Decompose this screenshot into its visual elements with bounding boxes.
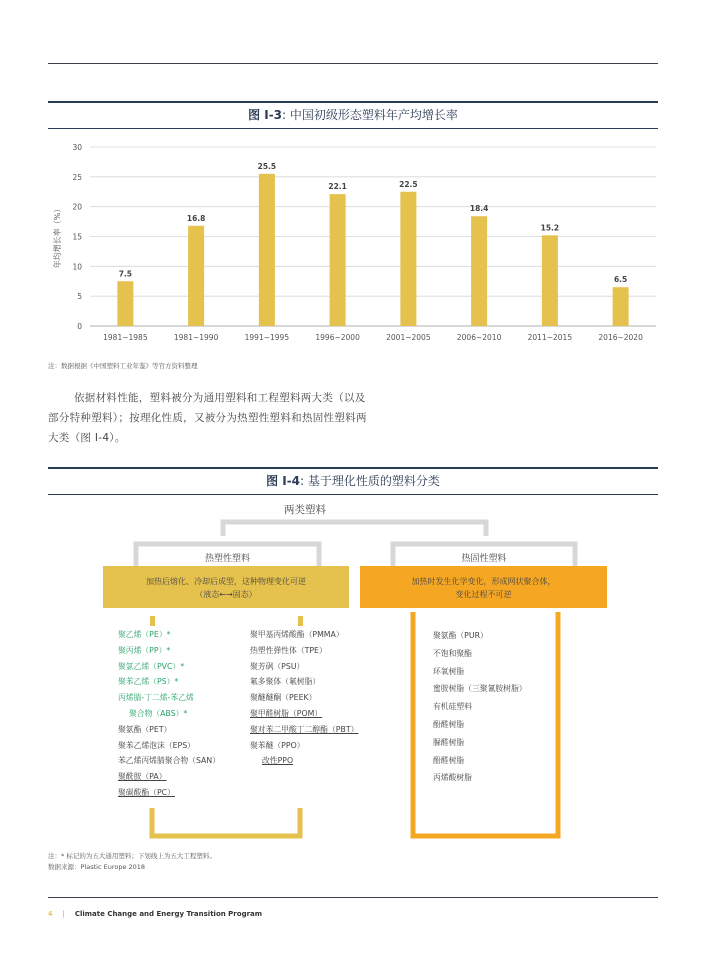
list-item: 苯乙烯丙烯腈聚合物（SAN） — [118, 756, 221, 766]
x-tick-label: 2001~2005 — [386, 333, 431, 342]
x-tick-label: 1981~1990 — [173, 333, 219, 342]
gold-tick-right — [298, 616, 303, 626]
chart-x-ticks — [103, 333, 643, 342]
figure2-colon: : — [300, 474, 308, 488]
y-tick-label: 0 — [77, 322, 82, 331]
bar — [188, 226, 204, 326]
list-item: 有机硅塑料 — [433, 702, 472, 712]
thermoplastic-desc-line2: （液态←→固态） — [195, 590, 257, 599]
list-item: 聚对苯二甲酸丁二醇酯（PBT） — [250, 724, 359, 734]
y-tick-label: 20 — [72, 202, 82, 212]
gold-tick-left — [150, 616, 155, 626]
thermoset-list — [433, 627, 527, 787]
list-item: 聚氯乙烯（PVC）* — [118, 661, 185, 671]
list-item: 丙烯酸树脂 — [433, 773, 472, 783]
figure2-number: 图 I-4 — [266, 474, 301, 488]
figure1-header — [48, 101, 658, 129]
list-item: 酚醛树脂 — [433, 719, 465, 729]
list-item: 聚氨酯（PUR） — [433, 631, 488, 640]
list-item: 环氧树脂 — [433, 666, 465, 676]
list-item: 聚醚醚酮（PEEK） — [250, 693, 317, 703]
list-item: 聚苯乙烯泡沫（EPS） — [118, 740, 195, 750]
list-item: 聚丙烯（PP）* — [118, 645, 171, 655]
x-tick-label: 1996~2000 — [315, 333, 360, 342]
list-item: 聚碳酸酯（PC） — [118, 787, 175, 797]
chart-bars — [117, 174, 628, 326]
thermoplastic-desc-line1: 加热后熔化、冷却后成型，这种物理变化可逆 — [146, 577, 306, 586]
list-item: 丙烯腈-丁二烯-苯乙烯 — [118, 693, 194, 703]
list-item: 聚合物（ABS）* — [129, 708, 188, 718]
bar — [330, 194, 346, 326]
chart-y-axis-label: 年均增长率（%） — [53, 204, 62, 269]
list-item: 聚苯乙烯（PS）* — [118, 677, 179, 687]
body-paragraph: 依据材料性能，塑料被分为通用塑料和工程塑料两大类（以及部分特种塑料）；按理化性质，又被分为热塑性塑料和热固性塑料两大类（图 I-4）。 — [48, 392, 367, 444]
y-tick-label: 25 — [72, 172, 82, 182]
data-label: 25.5 — [257, 161, 277, 171]
growth-bar-chart — [48, 132, 658, 347]
data-label: 6.5 — [613, 275, 628, 285]
list-item: 不饱和聚酯 — [433, 648, 472, 658]
data-label: 7.5 — [118, 269, 133, 279]
data-label: 22.5 — [399, 179, 418, 189]
bar — [613, 287, 629, 326]
x-tick-label: 1981~1985 — [103, 333, 148, 342]
chart-y-ticks — [72, 143, 82, 331]
figure2-source: 数据来源：Plastic Europe 2018 — [48, 863, 146, 871]
data-label: 18.4 — [469, 204, 489, 214]
figure2-header — [48, 467, 658, 495]
list-item: 聚芳砜（PSU） — [250, 661, 305, 671]
list-item: 酚醛树脂 — [433, 755, 465, 765]
thermoplastic-desc — [103, 566, 349, 608]
list-item: 聚甲基丙烯酸酯（PMMA） — [250, 630, 344, 639]
thermoset-title: 热固性塑料 — [461, 554, 507, 564]
footer-program-name: Climate Change and Energy Transition Program — [74, 910, 263, 918]
list-item: 聚氨酯（PET） — [118, 724, 172, 734]
thermoplastic-list-col2 — [250, 627, 358, 769]
data-label: 22.1 — [328, 182, 347, 192]
page-number: 4 — [48, 910, 53, 918]
bar — [471, 216, 487, 326]
list-item: 聚酰胺（PA） — [118, 772, 167, 782]
root-connector — [223, 522, 486, 536]
data-label: 15.2 — [540, 223, 560, 233]
footer — [48, 910, 262, 918]
figure1-title: 中国初级形态塑料年产均增长率 — [289, 108, 458, 122]
figure2-note: 注：* 标记的为五大通用塑料；下划线上为五大工程塑料。 — [48, 852, 216, 860]
bar — [542, 235, 558, 326]
bar — [259, 174, 275, 326]
list-item: 蜜胺树脂（三聚氰胺树脂） — [433, 684, 527, 694]
thermoset-desc — [360, 566, 607, 608]
y-tick-label: 15 — [72, 232, 82, 242]
figure1-note: 注：数据根据《中国塑料工业年鉴》等官方资料整理 — [48, 362, 198, 370]
footer-rule — [48, 897, 658, 898]
thermoset-desc-line1: 加热时发生化学变化，形成网状聚合体， — [411, 577, 556, 586]
list-item: 聚甲醛树脂（POM） — [250, 708, 323, 718]
thermoplastic-title: 热塑性塑料 — [204, 554, 250, 564]
x-tick-label: 2016~2020 — [598, 333, 643, 342]
y-tick-label: 10 — [72, 262, 82, 272]
y-tick-label: 5 — [77, 292, 82, 302]
bar — [400, 192, 416, 326]
diagram-root-label: 两类塑料 — [284, 504, 326, 516]
figure1-number: 图 I-3 — [248, 108, 283, 122]
x-tick-label: 2011~2015 — [527, 333, 573, 342]
list-item: 聚苯醚（PPO） — [250, 740, 305, 750]
thermoplastic-bracket — [152, 808, 300, 836]
figure1-colon: : — [282, 108, 290, 122]
list-item: 氟多聚体（氟树脂） — [250, 677, 321, 687]
list-item: 聚乙烯（PE）* — [118, 630, 171, 639]
x-tick-label: 1991~1995 — [244, 333, 290, 342]
thermoplastic-list-col1 — [118, 627, 220, 801]
figure2-title: 基于理化性质的塑料分类 — [307, 474, 440, 488]
footer-separator: | — [62, 910, 65, 918]
top-rule — [48, 63, 658, 64]
bar — [117, 281, 133, 326]
y-tick-label: 30 — [72, 143, 82, 152]
list-item: 热塑性弹性体（TPE） — [250, 645, 327, 655]
list-item: 脲醛树脂 — [433, 737, 465, 747]
data-label: 16.8 — [186, 213, 206, 223]
list-item: 改性PPO — [262, 756, 294, 766]
chart-gridlines — [90, 147, 656, 326]
thermoset-desc-line2: 变化过程不可逆 — [455, 590, 512, 599]
x-tick-label: 2006~2010 — [456, 333, 502, 342]
